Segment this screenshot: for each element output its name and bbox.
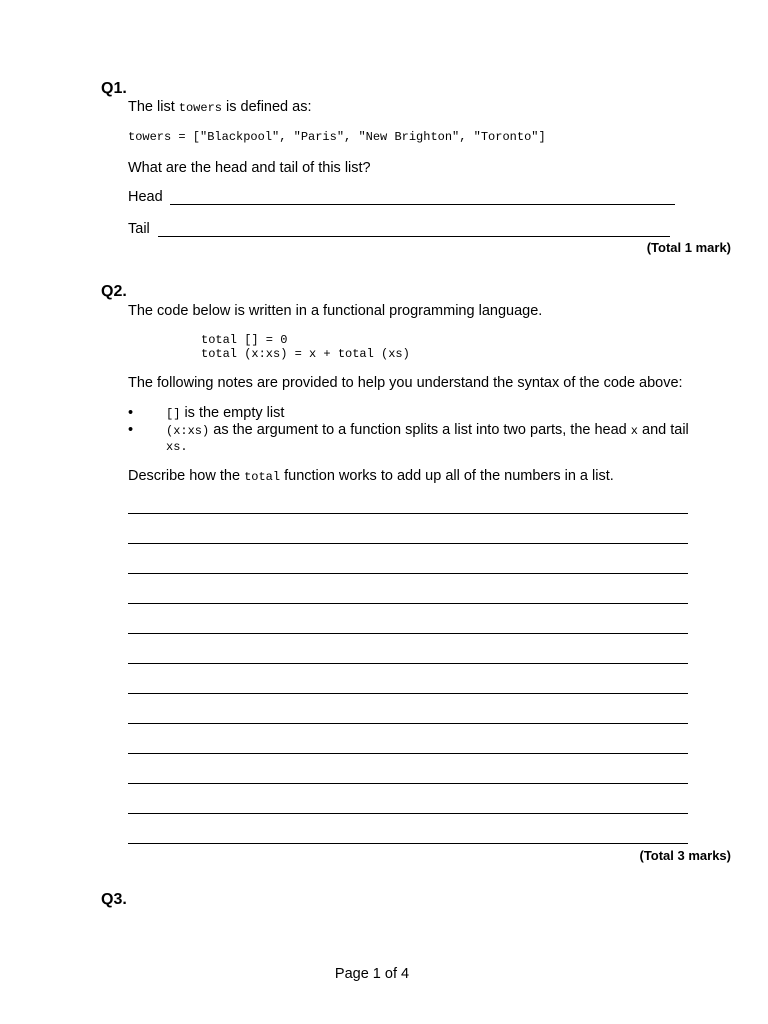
q2-bullet-2: • [128, 422, 134, 438]
q2-describe [128, 468, 614, 484]
q2-note-2 [166, 422, 689, 438]
q2-describe-code: total [244, 470, 281, 484]
q2-note2-text-c: and tail [642, 422, 689, 438]
q1-question: What are the head and tail of this list? [128, 160, 371, 176]
q2-describe-pre: Describe how the [128, 468, 241, 484]
q1-head-label: Head [128, 189, 163, 205]
q2-answer-line[interactable] [128, 783, 688, 784]
q2-describe-post: function works to add up all of the numbers in a list. [284, 468, 614, 484]
q2-note2-text-a: as the argument to a function splits a list into two parts, the head [213, 422, 627, 438]
q1-code-line: towers = ["Blackpool", "Paris", "New Brighton", "Toronto"] [128, 130, 546, 144]
q1-intro-code: towers [178, 101, 222, 115]
q2-note2-code-b: x [630, 424, 638, 438]
q2-notes-intro: The following notes are provided to help you understand the syntax of the code above: [128, 375, 683, 391]
q2-note2-code: (x:xs) [166, 424, 210, 438]
q2-note1-text: is the empty list [184, 405, 285, 421]
q1-total-marks: (Total 1 mark) [646, 240, 731, 255]
q3-heading: Q3. [101, 891, 127, 908]
q2-heading: Q2. [101, 283, 127, 300]
q2-answer-line[interactable] [128, 543, 688, 544]
q2-answer-line[interactable] [128, 753, 688, 754]
q2-answer-line[interactable] [128, 513, 688, 514]
q2-answer-line[interactable] [128, 633, 688, 634]
q1-intro-pre: The list [128, 99, 175, 115]
q1-tail-label: Tail [128, 221, 150, 237]
q2-bullet-1: • [128, 405, 134, 421]
q1-heading: Q1. [101, 80, 127, 97]
q1-intro [128, 99, 311, 115]
q2-note1-code: [] [166, 407, 181, 421]
q2-answer-line[interactable] [128, 603, 688, 604]
q1-head-answer-line[interactable] [170, 204, 675, 205]
q2-code-line-1: total [] = 0 [201, 333, 288, 347]
q2-total-marks: (Total 3 marks) [639, 848, 731, 863]
q2-answer-line[interactable] [128, 843, 688, 844]
q2-code-line-2: total (x:xs) = x + total (xs) [201, 347, 410, 361]
q2-note-1 [166, 405, 284, 421]
q2-note2-code-d: xs. [166, 440, 188, 454]
q2-answer-line[interactable] [128, 573, 688, 574]
q2-answer-line[interactable] [128, 693, 688, 694]
q2-intro: The code below is written in a functional programming language. [128, 303, 543, 319]
q2-answer-line[interactable] [128, 663, 688, 664]
q1-tail-answer-line[interactable] [158, 236, 670, 237]
q2-answer-line[interactable] [128, 813, 688, 814]
page-number: Page 1 of 4 [334, 966, 410, 982]
q2-answer-line[interactable] [128, 723, 688, 724]
q1-intro-post: is defined as: [226, 99, 312, 115]
